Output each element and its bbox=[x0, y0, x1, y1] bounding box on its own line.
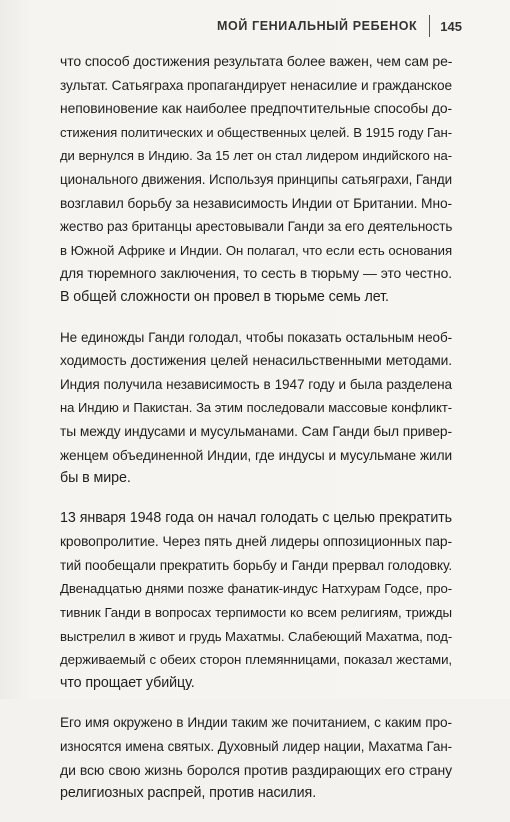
header-divider bbox=[429, 15, 430, 37]
paragraph bbox=[60, 711, 452, 805]
running-title: МОЙ ГЕНИАЛЬНЫЙ РЕБЕНОК bbox=[217, 19, 418, 33]
text-line: ционального движения. Используя принципы сатьяграхи, Ганди bbox=[60, 171, 452, 187]
text-line: что способ достижения результата более важен, чем сам ре- bbox=[60, 53, 453, 69]
text-line: в Южной Африке и Индии. Он полагал, что если есть основания bbox=[60, 242, 452, 258]
text-line: неповиновение как наиболее предпочтительные способы до- bbox=[60, 100, 453, 117]
text-line: тий пообещали прекратить борьбу и Ганди прервал голодовку. bbox=[60, 557, 452, 573]
text-line: 13 января 1948 года он начал голодать с целью прекратить bbox=[60, 509, 452, 526]
text-line: Двенадцатью днями позже фанатик-индус Натхурам Годсе, про- bbox=[60, 581, 452, 597]
text-line: ди всю свою жизнь боролся против раздирающих его страну bbox=[60, 761, 452, 778]
text-line: женцем объединенной Индии, где индусы и мусульмане жили bbox=[60, 447, 452, 463]
text-line: что прощает убийцу. bbox=[60, 674, 195, 691]
text-line: Его имя окружено в Индии таким же почитанием, с каким про- bbox=[60, 715, 452, 731]
page-number: 145 bbox=[440, 18, 462, 34]
text-line: бы в мире. bbox=[60, 470, 131, 487]
text-line: выстрелил в живот и грудь Махатмы. Слабеющий Махатма, под- bbox=[60, 628, 453, 644]
text-line: стижения политических и общественных целей. В 1915 году Ган- bbox=[60, 124, 452, 140]
text-line: ходимость достижения целей ненасильственными методами. bbox=[60, 353, 452, 369]
text-line: возглавил борьбу за независимость Индии от Британии. Мно- bbox=[60, 195, 453, 211]
page-header bbox=[217, 14, 462, 38]
text-line: жество раз британцы арестовывали Ганди за его деятельность bbox=[60, 219, 453, 235]
text-line: износятся имена святых. Духовный лидер нации, Махатма Ган- bbox=[60, 739, 452, 755]
paragraph bbox=[60, 50, 452, 310]
text-line: Индия получила независимость в 1947 году и была разделена bbox=[60, 376, 452, 392]
paragraph bbox=[60, 507, 452, 696]
text-line: В общей сложности он провел в тюрьме семь лет. bbox=[60, 288, 389, 305]
text-line: ты между индусами и мусульманами. Сам Ганди был привер- bbox=[60, 423, 452, 439]
body-text bbox=[60, 50, 452, 822]
text-line: Не единожды Ганди голодал, чтобы показать остальным необ- bbox=[60, 329, 452, 345]
text-line: для тюремного заключения, то сесть в тюрьму — это честно. bbox=[60, 265, 452, 282]
text-line: на Индию и Пакистан. За этим последовали массовые конфликт- bbox=[60, 400, 452, 416]
text-line: кровопролитие. Через пять дней лидеры оппозиционных пар- bbox=[60, 534, 452, 550]
text-line: держиваемый с обеих сторон племянницами, показал жестами, bbox=[60, 652, 452, 668]
text-line: тивник Ганди в вопросах терпимости ко всем религиям, трижды bbox=[60, 605, 452, 621]
text-line: зультат. Сатьяграха пропагандирует ненасилие и гражданское bbox=[60, 77, 452, 93]
paragraph bbox=[60, 326, 452, 491]
text-line: религиозных распрей, против насилия. bbox=[60, 785, 317, 802]
text-line: ди вернулся в Индию. За 15 лет он стал лидером индийского на- bbox=[60, 148, 452, 164]
